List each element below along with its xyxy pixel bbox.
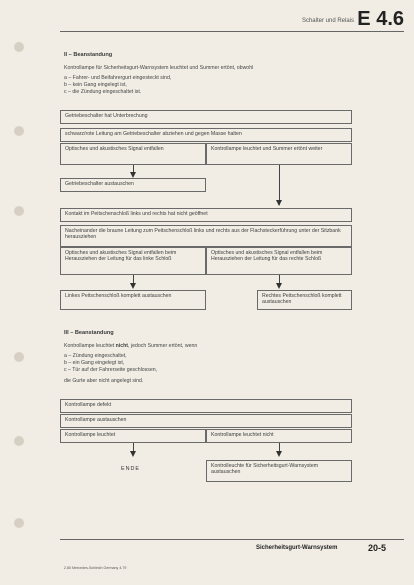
punch-hole — [14, 42, 24, 52]
header-code: E 4.6 — [357, 8, 404, 30]
footer-title: Sicherheitsgurt-Warnsystem — [256, 545, 338, 551]
flow-arrow — [276, 200, 282, 206]
flow-box-b11: Rechtes Peitschenschloß komplett austauschen — [257, 290, 352, 310]
punch-hole — [14, 126, 24, 136]
flow-box-b4: Kontrollampe leuchtet und Summer ertönt weiter — [206, 143, 352, 165]
flow-box-b8: Optisches und akustisches Signal entfallen beim Herausziehen der Leitung für das linke Schloß — [60, 247, 206, 275]
punch-hole — [14, 206, 24, 216]
flow-box-c5: Kontrolleuchte für Sicherheitsgurt-Warnsystem austauschen — [206, 460, 352, 482]
section3-intro-bold: nicht — [115, 343, 129, 349]
connector-line — [279, 165, 280, 205]
punch-hole — [14, 436, 24, 446]
section2-condition-b: b – kein Gang eingelegt ist, — [64, 82, 127, 88]
section3-condition-b: b – ein Gang eingelegt ist, — [64, 360, 125, 366]
section3-condition-c: c – Tür auf der Fahrerseite geschlossen, — [64, 367, 158, 373]
flow-box-b5: Getriebeschalter austauschen — [60, 178, 206, 192]
footer-small: 2.80 Mercedes-Schleich Germany 4.79 — [64, 566, 127, 570]
flow-box-b9: Optisches und akustisches Signal entfallen beim Herausziehen der Leitung für das rechte Schloß — [206, 247, 352, 275]
flow-box-b1: Getriebeschalter hat Unterbrechung — [60, 110, 352, 124]
flow-box-b7: Nacheinander die braune Leitung zum Peitschenschloß links und rechts aus der Flachsteckerführung unter der Sitzbank herausziehen — [60, 225, 352, 247]
end-label: ENDE — [121, 466, 140, 472]
section3-intro-post: , jedoch Summer ertönt, wenn — [128, 343, 198, 349]
flow-box-b10: Linkes Peitschenschloß komplett austauschen — [60, 290, 206, 310]
section3-outro: die Gurte aber nicht angelegt sind. — [64, 378, 144, 384]
section2-title: II – Beanstandung — [64, 52, 113, 58]
footer-page: 20-5 — [368, 543, 387, 553]
section3-intro — [64, 343, 197, 350]
header-rule — [60, 31, 404, 32]
section2-condition-a: a – Fahrer- und Beifahrergurt eingesteckt sind, — [64, 75, 172, 81]
punch-hole — [14, 352, 24, 362]
section3-intro-pre: Kontrollampe leuchtet — [64, 343, 116, 349]
flow-box-c3: Kontrollampe leuchtet — [60, 429, 206, 443]
flow-arrow — [276, 451, 282, 457]
flow-box-b3: Optisches und akustisches Signal entfallen — [60, 143, 206, 165]
flow-box-b2: schwarz/rote Leitung am Getriebeschalter abziehen und gegen Masse halten — [60, 128, 352, 142]
flow-arrow — [276, 283, 282, 289]
section3-title: III – Beanstandung — [64, 330, 114, 336]
flow-box-b6: Kontakt im Peitschenschloß links und rechts hat nicht geöffnet — [60, 208, 352, 222]
flow-arrow — [130, 451, 136, 457]
section3-condition-a: a – Zündung eingeschaltet, — [64, 353, 127, 359]
header-section: Schalter und Relais — [301, 18, 354, 24]
flow-box-c2: Kontrollampe austauschen — [60, 414, 352, 428]
section2-intro: Kontrollampe für Sicherheitsgurt-Warnsystem leuchtet und Summer ertönt, obwohl — [64, 65, 254, 71]
punch-hole — [14, 518, 24, 528]
footer-rule — [60, 539, 404, 540]
flow-box-c4: Kontrollampe leuchtet nicht — [206, 429, 352, 443]
section2-condition-c: c – die Zündung eingeschaltet ist. — [64, 89, 142, 95]
flow-arrow — [130, 283, 136, 289]
flow-box-c1: Kontrollampe defekt — [60, 399, 352, 413]
